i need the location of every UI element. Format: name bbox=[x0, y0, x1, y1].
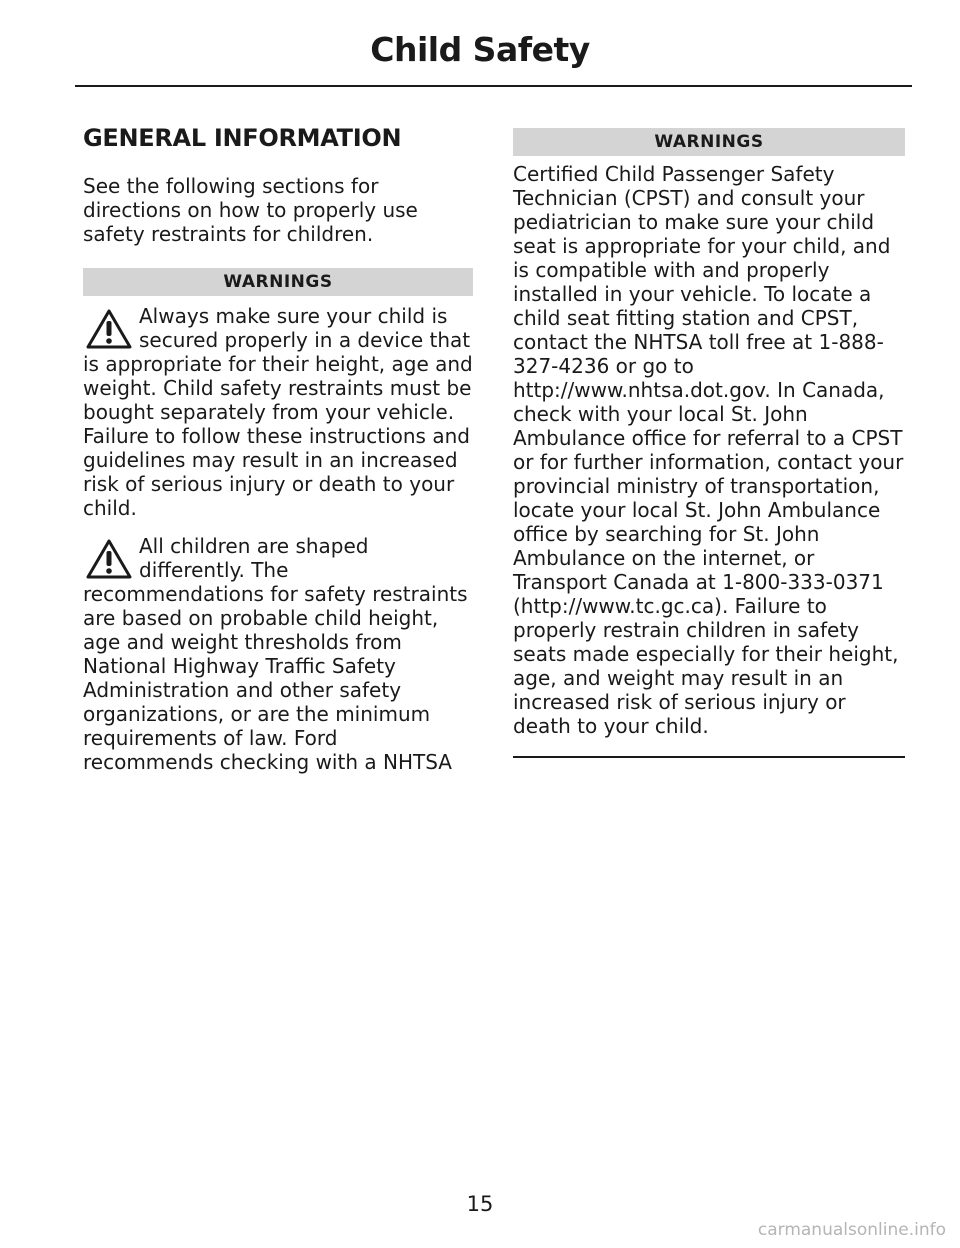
section-heading: GENERAL INFORMATION bbox=[83, 124, 402, 152]
page-number: 15 bbox=[466, 1192, 494, 1216]
warning-text: All children are shaped differently. The recommendations for safety restraints are based on probable child height, age and weight thresholds from National Highway Traffic Safety Administration and other safety organizations, or are the minimum requirements of law. Ford recommends checking with a NHTSA bbox=[83, 534, 468, 774]
warning-triangle-icon bbox=[85, 538, 133, 580]
right-column bbox=[513, 128, 905, 758]
left-column bbox=[83, 124, 473, 774]
intro-paragraph: See the following sections for directions on how to properly use safety restraints for children. bbox=[83, 174, 418, 246]
warnings-bar: WARNINGS bbox=[513, 128, 905, 156]
warning-item bbox=[83, 534, 473, 774]
warnings-bar: WARNINGS bbox=[83, 268, 473, 296]
header-divider bbox=[75, 85, 912, 87]
watermark: carmanualsonline.info bbox=[757, 1220, 946, 1240]
warning-text: Always make sure your child is secured properly in a device that is appropriate for their height, age and weight. Child safety restraints must be bought separately from your vehicle. Failure to follow these instructions and guidelines may result in an increased risk of serious injury or death to your child. bbox=[83, 304, 473, 520]
warnings-end-divider bbox=[513, 756, 905, 758]
warning-continued-text: Certified Child Passenger Safety Technician (CPST) and consult your pediatrician to make sure your child seat is appropriate for your child, and is compatible with and properly installed in your vehicle. To locate a child seat fitting station and CPST, contact the NHTSA toll free at 1-888-327-4236 or go to http://www.nhtsa.dot.gov. In Canada, check with your local St. John Ambulance office for referral to a CPST or for further information, contact your provincial ministry of transportation, locate your local St. John Ambulance office by searching for St. John Ambulance on the internet, or Transport Canada at 1-800-333-0371 (http://www.tc.gc.ca). Failure to properly restrain children in safety seats made especially for their height, age, and weight may result in an increased risk of serious injury or death to your child. bbox=[513, 162, 904, 738]
warning-item bbox=[83, 304, 473, 520]
page-title: Child Safety bbox=[370, 30, 590, 69]
warning-triangle-icon bbox=[85, 308, 133, 350]
